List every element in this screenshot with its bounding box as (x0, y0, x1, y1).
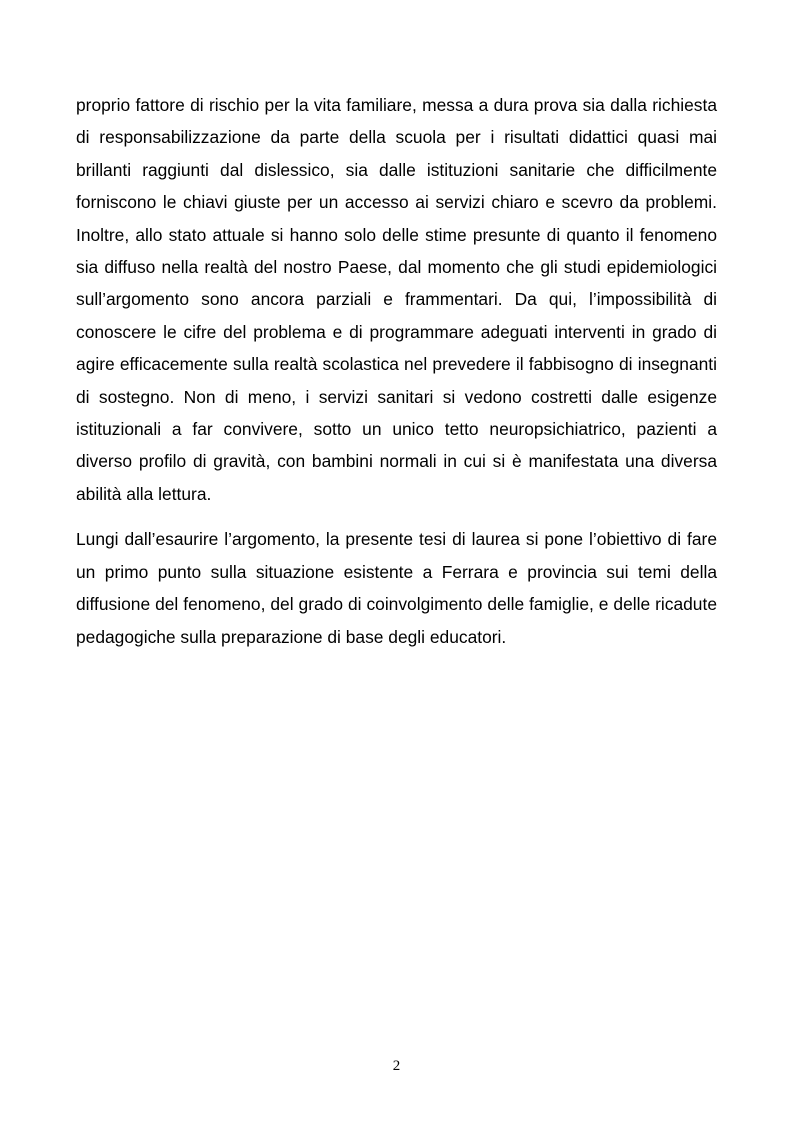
page-number: 2 (392, 1058, 401, 1074)
body-text (76, 89, 717, 653)
paragraph-2: Lungi dall’esaurire l’argomento, la presente tesi di laurea si pone l’obiettivo di fare un primo punto sulla situazione esistente a Ferrara e provincia sui temi della diffusione del fenomeno, del grado di coinvolgimento delle famiglie, e delle ricadute pedagogiche sulla preparazione di base degli educatori. (76, 529, 717, 647)
paragraph-1: proprio fattore di rischio per la vita familiare, messa a dura prova sia dalla richiesta di responsabilizzazione da parte della scuola per i risultati didattici quasi mai brillanti raggiunti dal dislessico, sia dalle istituzioni sanitarie che difficilmente forniscono le chiavi giuste per un accesso ai servizi chiaro e scevro da problemi. Inoltre, allo stato attuale si hanno solo delle stime presunte di quanto il fenomeno sia diffuso nella realtà del nostro Paese, dal momento che gli studi epidemiologici sull’argomento sono ancora parziali e frammentari. Da qui, l’impossibilità di conoscere le cifre del problema e di programmare adeguati interventi in grado di agire efficacemente sulla realtà scolastica nel prevedere il fabbisogno di insegnanti di sostegno. Non di meno, i servizi sanitari si vedono costretti dalle esigenze istituzionali a far convivere, sotto un unico tetto neuropsichiatrico, pazienti a diverso profilo di gravità, con bambini normali in cui si è manifestata una diversa abilità alla lettura. (76, 95, 717, 504)
